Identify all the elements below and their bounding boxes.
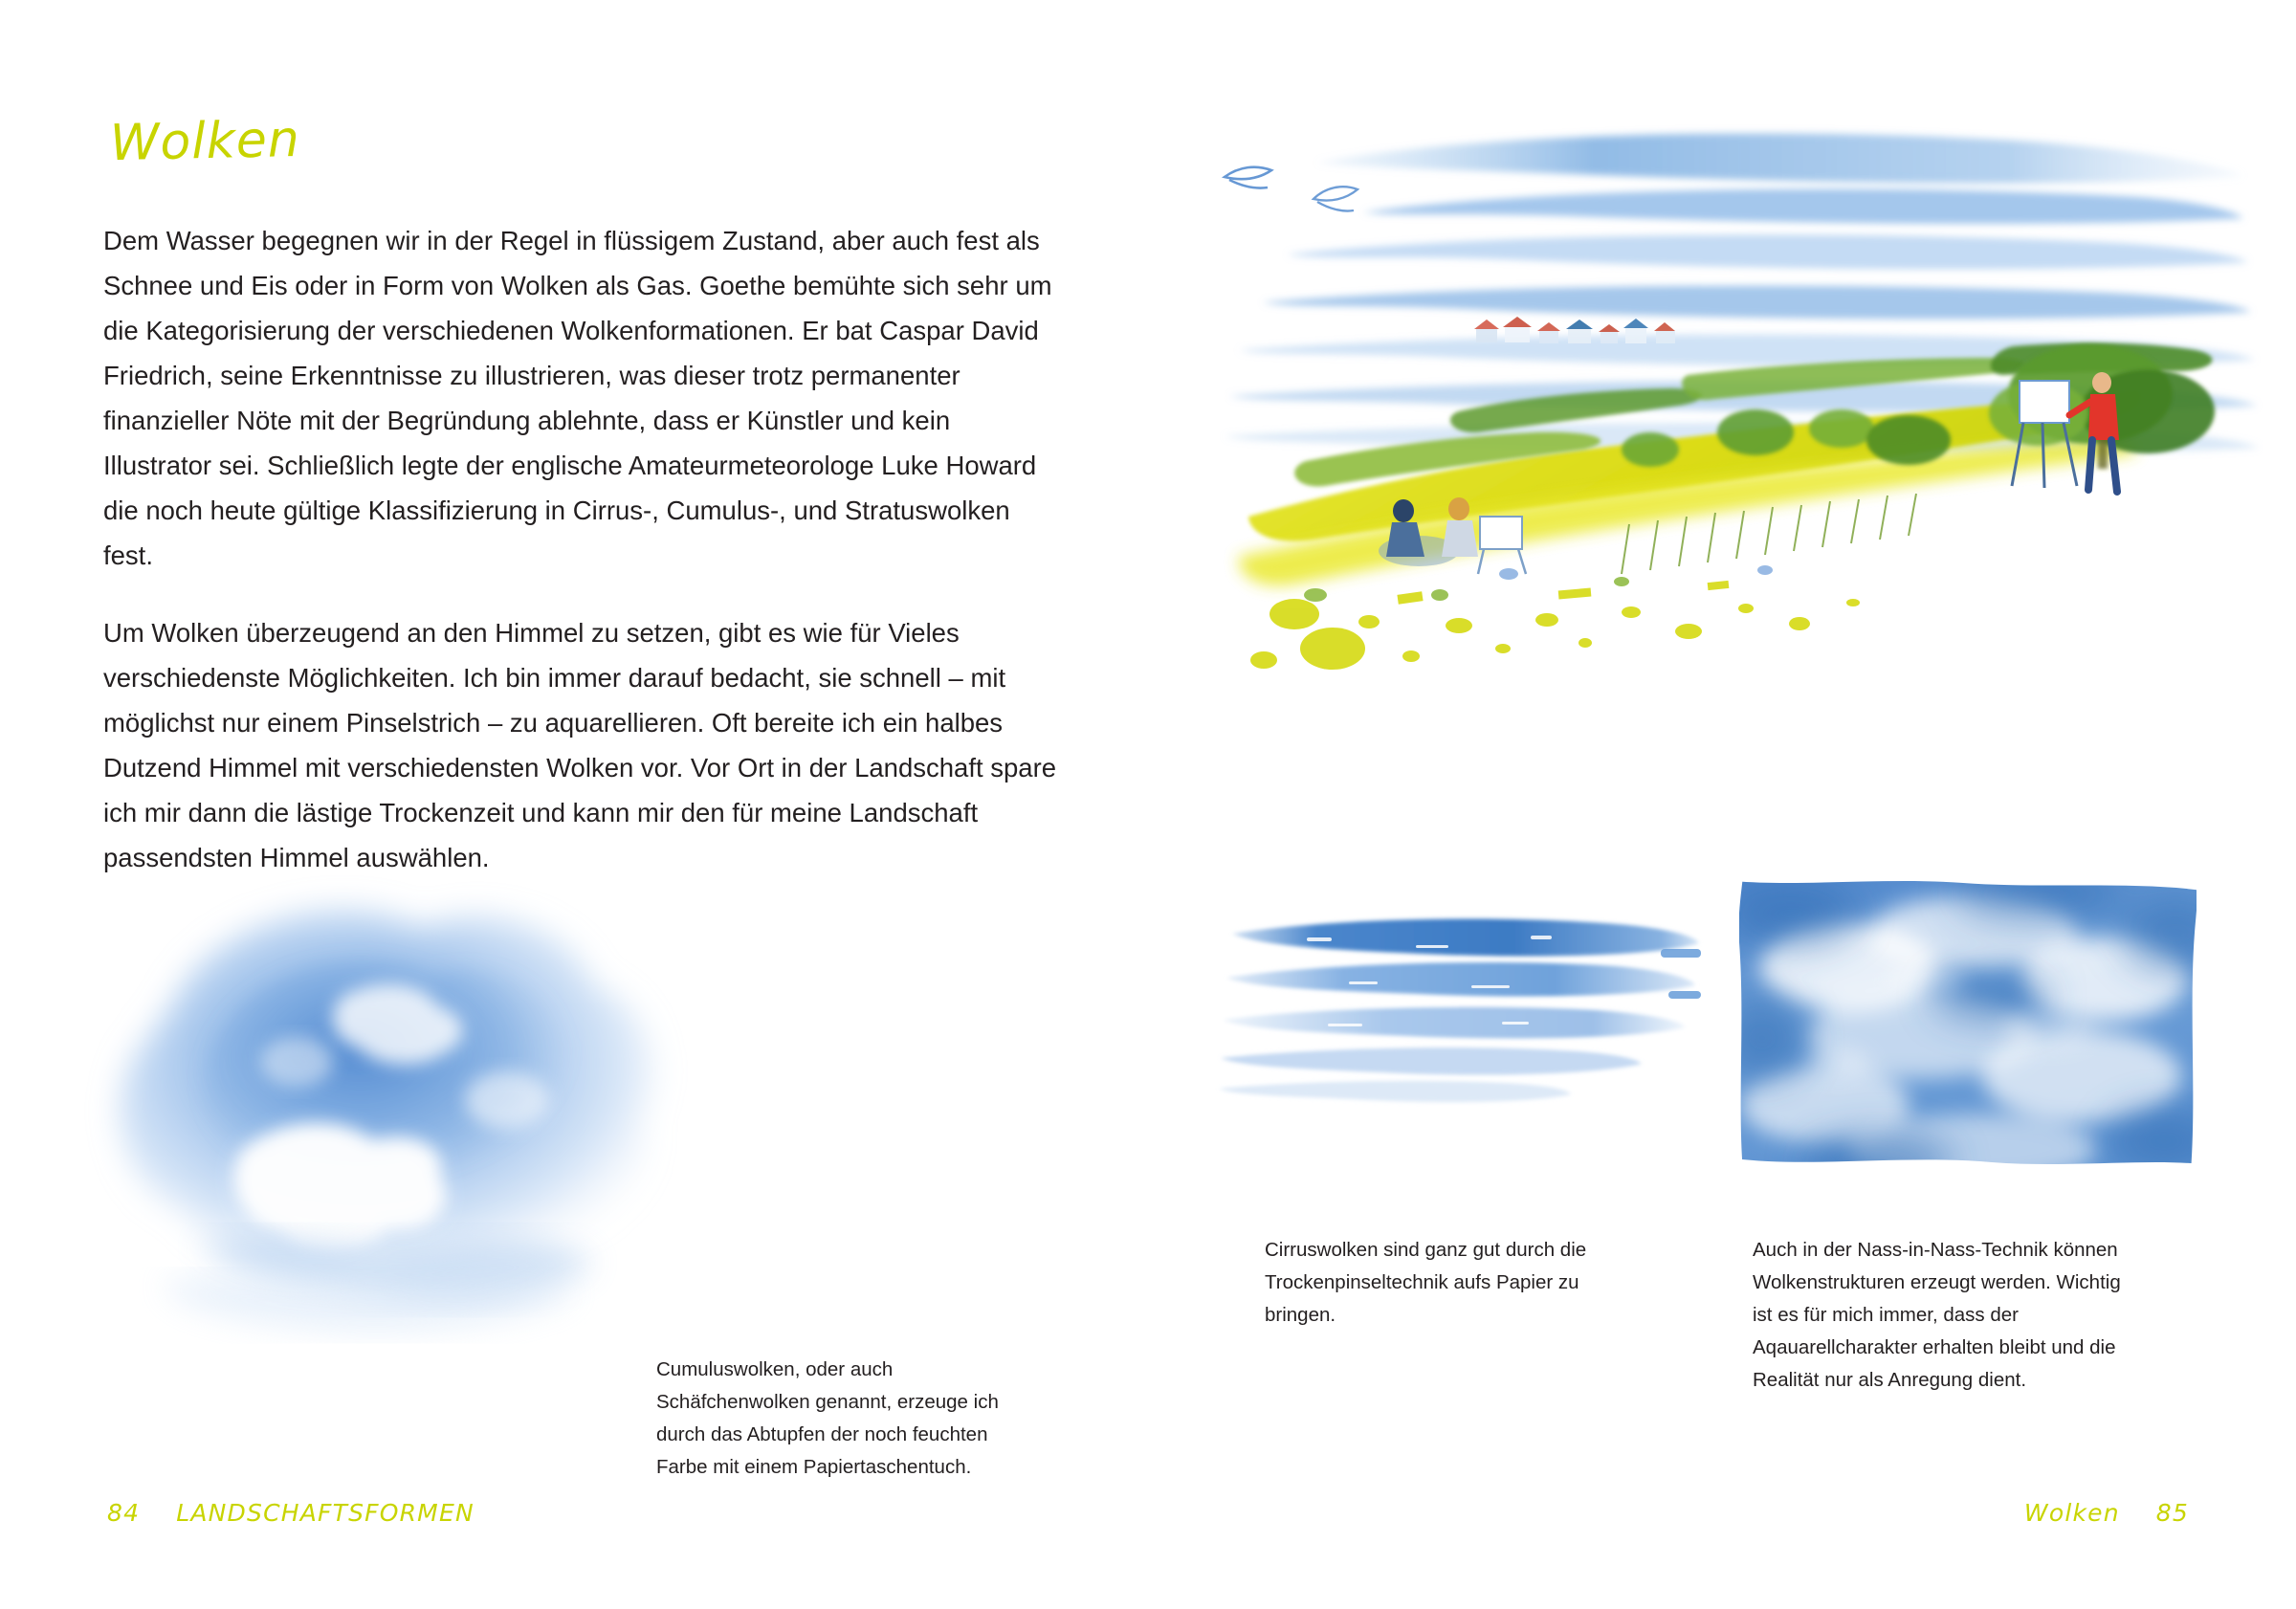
cumulus-cloud-svg xyxy=(57,861,727,1358)
wet-in-wet-svg xyxy=(1733,875,2202,1172)
cirrus-dry-brush-watercolor xyxy=(1215,899,1712,1138)
wet-in-wet-cloud-watercolor xyxy=(1733,875,2202,1172)
folio-left xyxy=(107,1499,475,1527)
paint-splatter xyxy=(1499,565,1773,580)
figure-caption-cumulus: Cumuluswolken, oder auch Schäfchenwolken genannt, erzeuge ich durch das Abtupfen der noch feuchten Farbe mit einem Papiertaschentuch. xyxy=(656,1358,999,1478)
cirrus-svg xyxy=(1215,899,1712,1138)
body-paragraph-2: Um Wolken überzeugend an den Himmel zu setzen, gibt es wie für Vieles verschiedenste Möglichkeiten. Ich bin immer darauf bedacht, sie schnell – mit möglichst nur einem Pinselstrich – zu aquarellieren. Oft bereite ich ein halbes Dutzend Himmel mit verschiedensten Wolken vor. Vor Ort in der Landschaft spare ich mir dann die lästige Trockenzeit und kann mir den für meine Landschaft passendsten Himmel auswählen. xyxy=(103,618,1057,872)
paint-splatter xyxy=(1250,581,1860,670)
page-number-right: 85 xyxy=(2155,1499,2189,1527)
page-title: Wolken xyxy=(109,110,301,173)
body-paragraph-1: Dem Wasser begegnen wir in der Regel in flüssigem Zustand, aber auch fest als Schnee und Eis oder in Form von Wolken als Gas. Goethe bemühte sich sehr um die Kategorisierung der verschiedenen Wolkenformationen. Er bat Caspar David Friedrich, seine Erkenntnisse zu illustrieren, was dieser trotz permanenter finanzieller Nöte mit der Begründung ablehnte, dass er Künstler und kein Illustrator sei. Schließlich legte der englische Amateurmeteorologe Luke Howard die noch heute gültige Klassifizierung in Cirrus-, Cumulus-, und Stratuswolken fest. xyxy=(103,226,1052,570)
folio-right xyxy=(2024,1499,2189,1527)
figure-caption-wet-in-wet: Auch in der Nass-in-Nass-Technik können Wolkenstrukturen erzeugt werden. Wichtig ist es für mich immer, dass der Aqauarellcharakter erhalten bleibt und die Realität nur als Anregung dient. xyxy=(1753,1239,2121,1391)
page-number-left: 84 xyxy=(107,1499,141,1527)
bird-icon xyxy=(1314,187,1358,210)
section-name-left: LANDSCHAFTSFORMEN xyxy=(176,1499,475,1527)
cumulus-cloud-watercolor xyxy=(57,861,727,1358)
figure-caption-cirrus: Cirruswolken sind ganz gut durch die Trockenpinseltechnik aufs Papier zu bringen. xyxy=(1265,1239,1587,1326)
landscape-svg xyxy=(1172,124,2263,813)
bird-icon xyxy=(1225,167,1271,188)
landscape-with-painters-watercolor xyxy=(1172,124,2263,813)
section-name-right: Wolken xyxy=(2023,1499,2120,1527)
